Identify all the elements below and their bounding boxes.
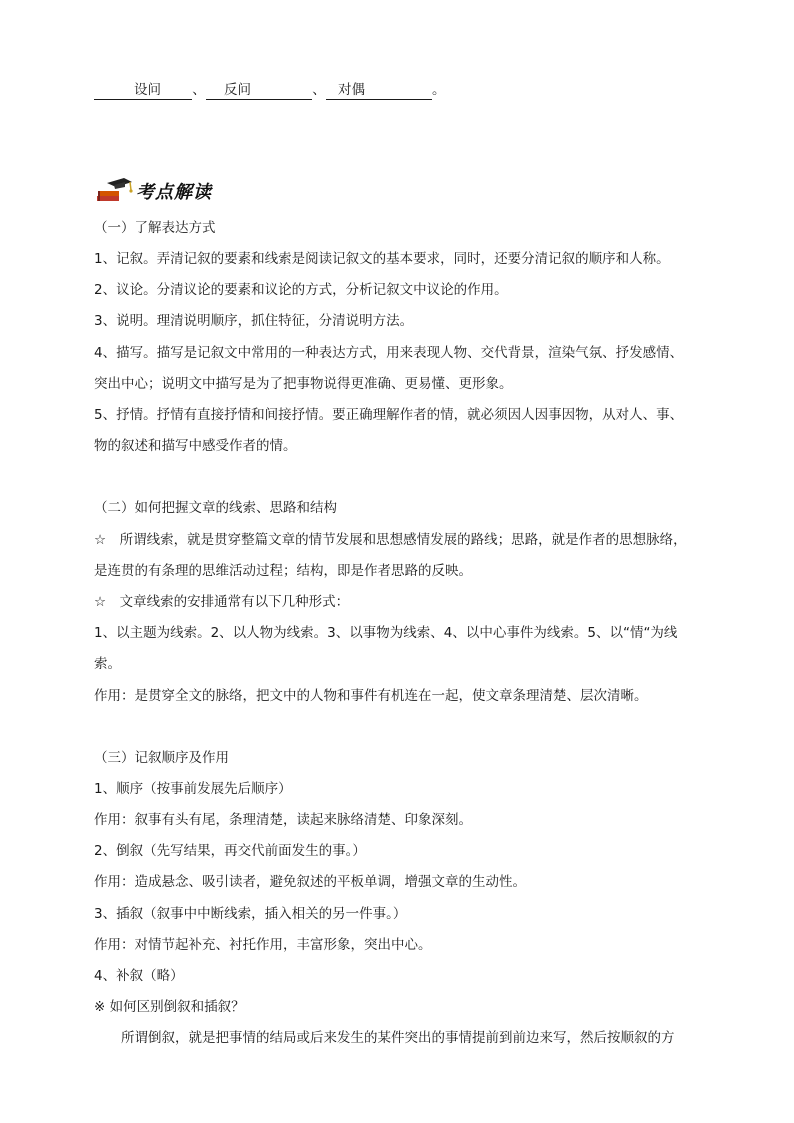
paragraph-line: 1、记叙。弄清记叙的要素和线索是阅读记叙文的基本要求，同时，还要分清记叙的顺序和人称。 <box>94 251 670 267</box>
separator: 、 <box>192 82 206 98</box>
paragraph-line: 2、倒叙（先写结果，再交代前面发生的事。） <box>94 843 366 859</box>
paragraph-line: 作用：是贯穿全文的脉络，把文中的人物和事件有机连在一起，使文章条理清楚、层次清晰。 <box>94 688 648 704</box>
paragraph-line: 4、补叙（略） <box>94 968 184 984</box>
subsection-title-3: （三）记叙顺序及作用 <box>94 750 229 766</box>
section-heading <box>94 176 294 206</box>
paragraph-line: 索。 <box>94 656 121 672</box>
blank-2-answer: 反问 <box>224 82 251 98</box>
blank-2 <box>206 81 312 100</box>
paragraph-line: 作用：叙事有头有尾，条理清楚，读起来脉络清楚、印象深刻。 <box>94 812 472 828</box>
paragraph-line: 5、抒情。抒情有直接抒情和间接抒情。要正确理解作者的情，就必须因人因事因物，从对人、事、 <box>94 407 684 423</box>
answer-blanks-line <box>94 80 714 100</box>
separator: 、 <box>312 82 326 98</box>
paragraph-line: 4、描写。描写是记叙文中常用的一种表达方式，用来表现人物、交代背景，渲染气氛、抒发感情、 <box>94 345 684 361</box>
period: 。 <box>432 82 446 98</box>
paragraph-line: ☆ 所谓线索，就是贯穿整篇文章的情节发展和思想感情发展的路线；思路，就是作者的思想脉络， <box>94 532 687 548</box>
graduation-cap-books-icon <box>94 176 134 204</box>
paragraph-line: ※ 如何区别倒叙和插叙？ <box>94 999 245 1015</box>
paragraph-line: 作用：造成悬念、吸引读者，避免叙述的平板单调，增强文章的生动性。 <box>94 874 526 890</box>
paragraph-line: 1、顺序（按事前发展先后顺序） <box>94 781 292 797</box>
paragraph-line: ☆ 文章线索的安排通常有以下几种形式： <box>94 594 350 610</box>
paragraph-line: 3、插叙（叙事中中断线索，插入相关的另一件事。） <box>94 906 407 922</box>
blank-1 <box>94 81 192 100</box>
paragraph-line: 2、议论。分清议论的要素和议论的方式，分析记叙文中议论的作用。 <box>94 282 508 298</box>
section-title: 考点解读 <box>136 182 212 203</box>
blank-3-answer: 对偶 <box>338 82 365 98</box>
subsection-title-2: （二）如何把握文章的线索、思路和结构 <box>94 500 337 516</box>
paragraph-line: 突出中心；说明文中描写是为了把事物说得更准确、更易懂、更形象。 <box>94 376 513 392</box>
paragraph-line-indented: 所谓倒叙，就是把事情的结局或后来发生的某件突出的事情提前到前边来写，然后按顺叙的方 <box>121 1030 675 1046</box>
blank-1-answer: 设问 <box>134 82 161 98</box>
paragraph-line: 作用：对情节起补充、衬托作用，丰富形象，突出中心。 <box>94 937 432 953</box>
paragraph-line: 物的叙述和描写中感受作者的情。 <box>94 438 297 454</box>
paragraph-line: 是连贯的有条理的思维活动过程；结构，即是作者思路的反映。 <box>94 563 472 579</box>
paragraph-line: 3、说明。理清说明顺序，抓住特征，分清说明方法。 <box>94 313 414 329</box>
paragraph-line: 1、以主题为线索。2、以人物为线索。3、以事物为线索、4、以中心事件为线索。5、以“情“为线 <box>94 625 678 641</box>
blank-3 <box>326 81 432 100</box>
subsection-title-1: （一）了解表达方式 <box>94 220 216 236</box>
